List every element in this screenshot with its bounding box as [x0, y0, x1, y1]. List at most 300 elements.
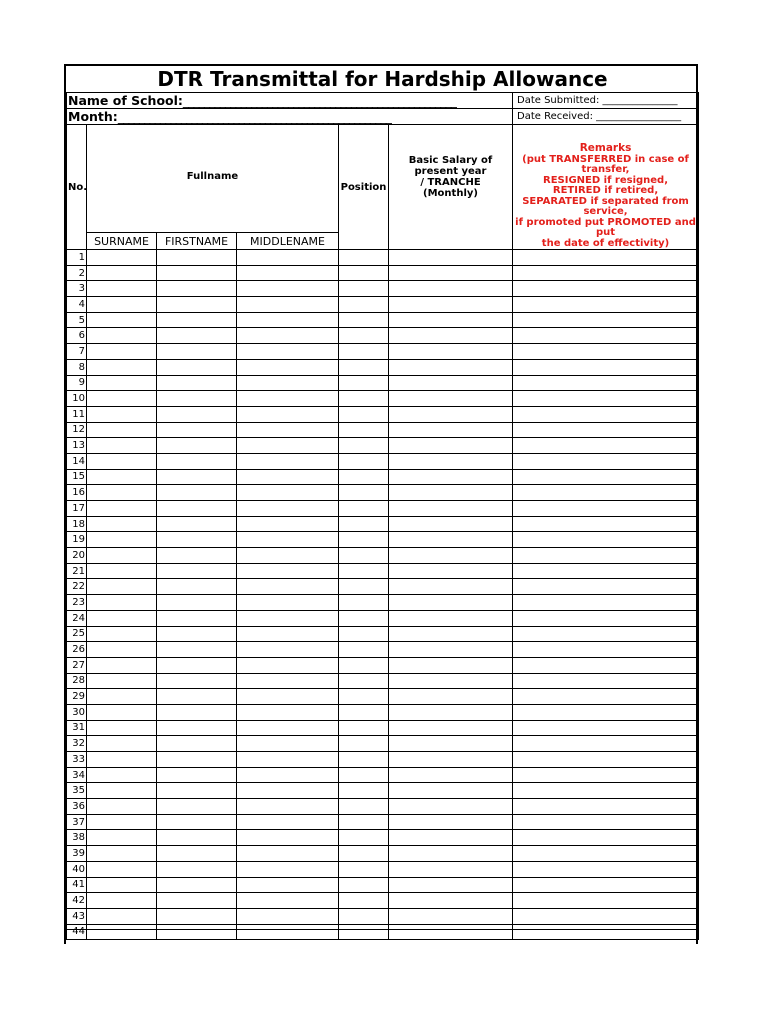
basic-salary-cell[interactable]	[389, 767, 513, 783]
remarks-cell[interactable]	[513, 877, 699, 893]
transmittal-table	[66, 66, 699, 940]
surname-cell[interactable]	[87, 752, 157, 768]
basic-salary-cell[interactable]	[389, 516, 513, 532]
remarks-cell[interactable]	[513, 485, 699, 501]
position-cell[interactable]	[339, 516, 389, 532]
firstname-cell[interactable]	[157, 814, 237, 830]
basic-salary-cell[interactable]	[389, 595, 513, 611]
middlename-cell[interactable]	[237, 297, 339, 313]
basic-salary-cell[interactable]	[389, 359, 513, 375]
basic-salary-cell[interactable]	[389, 579, 513, 595]
basic-salary-cell[interactable]	[389, 453, 513, 469]
surname-cell[interactable]	[87, 830, 157, 846]
firstname-cell[interactable]	[157, 469, 237, 485]
remarks-cell[interactable]	[513, 359, 699, 375]
basic-salary-cell[interactable]	[389, 328, 513, 344]
position-cell[interactable]	[339, 532, 389, 548]
firstname-cell[interactable]	[157, 344, 237, 360]
position-cell[interactable]	[339, 469, 389, 485]
middlename-cell[interactable]	[237, 610, 339, 626]
table-row	[67, 846, 699, 862]
remarks-cell[interactable]	[513, 469, 699, 485]
surname-cell[interactable]	[87, 312, 157, 328]
position-cell[interactable]	[339, 359, 389, 375]
basic-salary-cell[interactable]	[389, 846, 513, 862]
row-number: 43	[67, 908, 87, 924]
table-row	[67, 438, 699, 454]
position-cell[interactable]	[339, 610, 389, 626]
remarks-line: RESIGNED if resigned,	[543, 174, 669, 186]
surname-cell[interactable]	[87, 485, 157, 501]
surname-cell[interactable]	[87, 689, 157, 705]
remarks-cell[interactable]	[513, 626, 699, 642]
firstname-cell[interactable]	[157, 642, 237, 658]
middlename-cell[interactable]	[237, 720, 339, 736]
basic-salary-cell[interactable]	[389, 469, 513, 485]
middlename-cell[interactable]	[237, 453, 339, 469]
firstname-cell[interactable]	[157, 908, 237, 924]
basic-salary-cell[interactable]	[389, 736, 513, 752]
surname-cell[interactable]	[87, 814, 157, 830]
basic-salary-cell[interactable]	[389, 783, 513, 799]
row-number: 18	[67, 516, 87, 532]
remarks-cell[interactable]	[513, 736, 699, 752]
position-cell[interactable]	[339, 657, 389, 673]
surname-cell[interactable]	[87, 563, 157, 579]
remarks-cell[interactable]	[513, 783, 699, 799]
basic-salary-cell[interactable]	[389, 485, 513, 501]
surname-cell[interactable]	[87, 250, 157, 266]
middlename-cell[interactable]	[237, 704, 339, 720]
middlename-cell[interactable]	[237, 422, 339, 438]
remarks-cell[interactable]	[513, 704, 699, 720]
basic-salary-cell[interactable]	[389, 908, 513, 924]
middlename-cell[interactable]	[237, 406, 339, 422]
position-cell[interactable]	[339, 595, 389, 611]
surname-cell[interactable]	[87, 453, 157, 469]
middlename-cell[interactable]	[237, 501, 339, 517]
remarks-cell[interactable]	[513, 595, 699, 611]
surname-cell[interactable]	[87, 893, 157, 909]
position-cell[interactable]	[339, 297, 389, 313]
firstname-cell[interactable]	[157, 736, 237, 752]
position-cell[interactable]	[339, 265, 389, 281]
basic-salary-cell[interactable]	[389, 720, 513, 736]
position-cell[interactable]	[339, 501, 389, 517]
surname-cell[interactable]	[87, 344, 157, 360]
surname-cell[interactable]	[87, 406, 157, 422]
basic-salary-cell[interactable]	[389, 642, 513, 658]
position-cell[interactable]	[339, 783, 389, 799]
middlename-cell[interactable]	[237, 736, 339, 752]
position-cell[interactable]	[339, 391, 389, 407]
firstname-cell[interactable]	[157, 516, 237, 532]
row-number: 37	[67, 814, 87, 830]
position-cell[interactable]	[339, 877, 389, 893]
page-title: DTR Transmittal for Hardship Allowance	[67, 66, 699, 93]
surname-cell[interactable]	[87, 642, 157, 658]
position-cell[interactable]	[339, 453, 389, 469]
month-label: Month:	[68, 109, 118, 124]
middlename-cell[interactable]	[237, 861, 339, 877]
basic-salary-cell[interactable]	[389, 626, 513, 642]
firstname-cell[interactable]	[157, 312, 237, 328]
surname-cell[interactable]	[87, 328, 157, 344]
middlename-cell[interactable]	[237, 908, 339, 924]
surname-cell[interactable]	[87, 736, 157, 752]
remarks-cell[interactable]	[513, 501, 699, 517]
firstname-cell[interactable]	[157, 485, 237, 501]
middlename-cell[interactable]	[237, 799, 339, 815]
firstname-cell[interactable]	[157, 579, 237, 595]
position-cell[interactable]	[339, 767, 389, 783]
firstname-cell[interactable]	[157, 265, 237, 281]
firstname-cell[interactable]	[157, 375, 237, 391]
position-cell[interactable]	[339, 642, 389, 658]
surname-cell[interactable]	[87, 391, 157, 407]
remarks-cell[interactable]	[513, 579, 699, 595]
position-cell[interactable]	[339, 752, 389, 768]
position-cell[interactable]	[339, 799, 389, 815]
middlename-cell[interactable]	[237, 344, 339, 360]
table-row	[67, 453, 699, 469]
remarks-line: (put TRANSFERRED in case of transfer,	[522, 153, 689, 175]
middlename-cell[interactable]	[237, 877, 339, 893]
middlename-cell[interactable]	[237, 532, 339, 548]
remarks-cell[interactable]	[513, 297, 699, 313]
row-number: 38	[67, 830, 87, 846]
date-submitted-field[interactable]: Date Submitted: _______________	[513, 93, 699, 109]
basic-salary-cell[interactable]	[389, 657, 513, 673]
middlename-cell[interactable]	[237, 846, 339, 862]
surname-cell[interactable]	[87, 610, 157, 626]
middlename-cell[interactable]	[237, 830, 339, 846]
basic-salary-cell[interactable]	[389, 281, 513, 297]
firstname-cell[interactable]	[157, 548, 237, 564]
position-cell[interactable]	[339, 250, 389, 266]
basic-salary-cell[interactable]	[389, 422, 513, 438]
surname-cell[interactable]	[87, 595, 157, 611]
surname-cell[interactable]	[87, 846, 157, 862]
surname-cell[interactable]	[87, 359, 157, 375]
surname-cell[interactable]	[87, 767, 157, 783]
middlename-cell[interactable]	[237, 752, 339, 768]
remarks-cell[interactable]	[513, 846, 699, 862]
remarks-cell[interactable]	[513, 861, 699, 877]
remarks-cell[interactable]	[513, 908, 699, 924]
remarks-cell[interactable]	[513, 438, 699, 454]
row-number: 10	[67, 391, 87, 407]
table-row	[67, 626, 699, 642]
middlename-cell[interactable]	[237, 328, 339, 344]
firstname-cell[interactable]	[157, 720, 237, 736]
date-received-field[interactable]: Date Received: _________________	[513, 109, 699, 125]
remarks-cell[interactable]	[513, 689, 699, 705]
name-of-school-label: Name of School:	[68, 93, 183, 108]
basic-salary-line3: (Monthly)	[423, 188, 478, 199]
position-cell[interactable]	[339, 846, 389, 862]
remarks-cell[interactable]	[513, 548, 699, 564]
middlename-cell[interactable]	[237, 265, 339, 281]
firstname-cell[interactable]	[157, 752, 237, 768]
basic-salary-cell[interactable]	[389, 563, 513, 579]
position-cell[interactable]	[339, 689, 389, 705]
surname-cell[interactable]	[87, 422, 157, 438]
basic-salary-cell[interactable]	[389, 532, 513, 548]
firstname-cell[interactable]	[157, 297, 237, 313]
firstname-cell[interactable]	[157, 877, 237, 893]
position-cell[interactable]	[339, 422, 389, 438]
basic-salary-cell[interactable]	[389, 893, 513, 909]
surname-cell[interactable]	[87, 861, 157, 877]
firstname-cell[interactable]	[157, 563, 237, 579]
remarks-cell[interactable]	[513, 265, 699, 281]
firstname-cell[interactable]	[157, 595, 237, 611]
firstname-cell[interactable]	[157, 532, 237, 548]
firstname-cell[interactable]	[157, 250, 237, 266]
row-number: 20	[67, 548, 87, 564]
firstname-cell[interactable]	[157, 767, 237, 783]
basic-salary-cell[interactable]	[389, 265, 513, 281]
firstname-cell[interactable]	[157, 783, 237, 799]
basic-salary-cell[interactable]	[389, 610, 513, 626]
position-cell[interactable]	[339, 344, 389, 360]
basic-salary-cell[interactable]	[389, 861, 513, 877]
remarks-cell[interactable]	[513, 657, 699, 673]
surname-cell[interactable]	[87, 469, 157, 485]
remarks-cell[interactable]	[513, 610, 699, 626]
position-cell[interactable]	[339, 406, 389, 422]
position-cell[interactable]	[339, 736, 389, 752]
firstname-cell[interactable]	[157, 704, 237, 720]
position-cell[interactable]	[339, 281, 389, 297]
remarks-cell[interactable]	[513, 752, 699, 768]
remarks-cell[interactable]	[513, 720, 699, 736]
firstname-cell[interactable]	[157, 422, 237, 438]
firstname-cell[interactable]	[157, 438, 237, 454]
firstname-cell[interactable]	[157, 391, 237, 407]
surname-cell[interactable]	[87, 673, 157, 689]
remarks-cell[interactable]	[513, 532, 699, 548]
surname-cell[interactable]	[87, 265, 157, 281]
middlename-cell[interactable]	[237, 689, 339, 705]
surname-cell[interactable]	[87, 281, 157, 297]
firstname-cell[interactable]	[157, 673, 237, 689]
surname-cell[interactable]	[87, 438, 157, 454]
table-row	[67, 312, 699, 328]
middlename-cell[interactable]	[237, 579, 339, 595]
basic-salary-cell[interactable]	[389, 438, 513, 454]
row-number: 24	[67, 610, 87, 626]
table-row	[67, 548, 699, 564]
middlename-cell[interactable]	[237, 595, 339, 611]
firstname-cell[interactable]	[157, 846, 237, 862]
firstname-cell[interactable]	[157, 359, 237, 375]
remarks-cell[interactable]	[513, 375, 699, 391]
basic-salary-cell[interactable]	[389, 814, 513, 830]
table-row	[67, 595, 699, 611]
remarks-cell[interactable]	[513, 563, 699, 579]
remarks-cell[interactable]	[513, 281, 699, 297]
middlename-cell[interactable]	[237, 516, 339, 532]
remarks-cell[interactable]	[513, 250, 699, 266]
surname-cell[interactable]	[87, 297, 157, 313]
middlename-cell[interactable]	[237, 250, 339, 266]
middlename-cell[interactable]	[237, 281, 339, 297]
header-remarks	[513, 125, 699, 250]
header-position: Position	[339, 125, 389, 250]
remarks-cell[interactable]	[513, 516, 699, 532]
remarks-cell[interactable]	[513, 344, 699, 360]
basic-salary-cell[interactable]	[389, 344, 513, 360]
position-cell[interactable]	[339, 328, 389, 344]
table-row	[67, 328, 699, 344]
remarks-cell[interactable]	[513, 830, 699, 846]
table-row	[67, 908, 699, 924]
position-cell[interactable]	[339, 908, 389, 924]
basic-salary-cell[interactable]	[389, 250, 513, 266]
basic-salary-cell[interactable]	[389, 501, 513, 517]
firstname-cell[interactable]	[157, 893, 237, 909]
surname-cell[interactable]	[87, 783, 157, 799]
remarks-cell[interactable]	[513, 799, 699, 815]
remarks-cell[interactable]	[513, 642, 699, 658]
middlename-cell[interactable]	[237, 469, 339, 485]
remarks-cell[interactable]	[513, 767, 699, 783]
basic-salary-cell[interactable]	[389, 375, 513, 391]
surname-cell[interactable]	[87, 532, 157, 548]
basic-salary-cell[interactable]	[389, 297, 513, 313]
middlename-cell[interactable]	[237, 548, 339, 564]
middlename-cell[interactable]	[237, 438, 339, 454]
remarks-cell[interactable]	[513, 422, 699, 438]
remarks-cell[interactable]	[513, 673, 699, 689]
position-cell[interactable]	[339, 720, 389, 736]
position-cell[interactable]	[339, 893, 389, 909]
middlename-cell[interactable]	[237, 485, 339, 501]
surname-cell[interactable]	[87, 626, 157, 642]
remarks-cell[interactable]	[513, 453, 699, 469]
firstname-cell[interactable]	[157, 501, 237, 517]
surname-cell[interactable]	[87, 720, 157, 736]
remarks-cell[interactable]	[513, 893, 699, 909]
basic-salary-cell[interactable]	[389, 548, 513, 564]
position-cell[interactable]	[339, 814, 389, 830]
position-cell[interactable]	[339, 626, 389, 642]
remarks-cell[interactable]	[513, 328, 699, 344]
surname-cell[interactable]	[87, 501, 157, 517]
remarks-cell[interactable]	[513, 312, 699, 328]
basic-salary-cell[interactable]	[389, 830, 513, 846]
firstname-cell[interactable]	[157, 861, 237, 877]
surname-cell[interactable]	[87, 799, 157, 815]
middlename-cell[interactable]	[237, 767, 339, 783]
surname-cell[interactable]	[87, 516, 157, 532]
row-number: 44	[67, 924, 87, 940]
middlename-cell[interactable]	[237, 893, 339, 909]
row-number: 28	[67, 673, 87, 689]
table-row	[67, 720, 699, 736]
basic-salary-cell[interactable]	[389, 391, 513, 407]
middlename-cell[interactable]	[237, 359, 339, 375]
basic-salary-cell[interactable]	[389, 799, 513, 815]
firstname-cell[interactable]	[157, 799, 237, 815]
remarks-cell[interactable]	[513, 814, 699, 830]
basic-salary-cell[interactable]	[389, 704, 513, 720]
header-fullname: Fullname	[87, 125, 339, 233]
firstname-cell[interactable]	[157, 657, 237, 673]
basic-salary-cell[interactable]	[389, 877, 513, 893]
surname-cell[interactable]	[87, 908, 157, 924]
row-number: 5	[67, 312, 87, 328]
firstname-cell[interactable]	[157, 453, 237, 469]
firstname-cell[interactable]	[157, 610, 237, 626]
middlename-cell[interactable]	[237, 673, 339, 689]
surname-cell[interactable]	[87, 375, 157, 391]
table-row	[67, 563, 699, 579]
middlename-cell[interactable]	[237, 783, 339, 799]
position-cell[interactable]	[339, 579, 389, 595]
firstname-cell[interactable]	[157, 626, 237, 642]
middlename-cell[interactable]	[237, 626, 339, 642]
basic-salary-line2: / TRANCHE	[420, 177, 481, 188]
surname-cell[interactable]	[87, 579, 157, 595]
table-row	[67, 422, 699, 438]
basic-salary-cell[interactable]	[389, 673, 513, 689]
firstname-cell[interactable]	[157, 328, 237, 344]
middlename-cell[interactable]	[237, 814, 339, 830]
position-cell[interactable]	[339, 861, 389, 877]
surname-cell[interactable]	[87, 548, 157, 564]
middlename-cell[interactable]	[237, 312, 339, 328]
position-cell[interactable]	[339, 312, 389, 328]
position-cell[interactable]	[339, 830, 389, 846]
month-fill: ____________________________________________________	[117, 109, 391, 124]
middlename-cell[interactable]	[237, 563, 339, 579]
surname-cell[interactable]	[87, 657, 157, 673]
position-cell[interactable]	[339, 438, 389, 454]
remarks-cell[interactable]	[513, 391, 699, 407]
basic-salary-cell[interactable]	[389, 312, 513, 328]
middlename-cell[interactable]	[237, 657, 339, 673]
position-cell[interactable]	[339, 375, 389, 391]
basic-salary-cell[interactable]	[389, 752, 513, 768]
middlename-cell[interactable]	[237, 642, 339, 658]
name-of-school-field[interactable]	[67, 93, 456, 109]
surname-cell[interactable]	[87, 877, 157, 893]
position-cell[interactable]	[339, 673, 389, 689]
middlename-cell[interactable]	[237, 375, 339, 391]
remarks-cell[interactable]	[513, 406, 699, 422]
header-firstname: FIRSTNAME	[157, 233, 237, 250]
position-cell[interactable]	[339, 548, 389, 564]
surname-cell[interactable]	[87, 704, 157, 720]
firstname-cell[interactable]	[157, 689, 237, 705]
firstname-cell[interactable]	[157, 830, 237, 846]
header-middlename: MIDDLENAME	[237, 233, 339, 250]
basic-salary-cell[interactable]	[389, 406, 513, 422]
position-cell[interactable]	[339, 563, 389, 579]
firstname-cell[interactable]	[157, 281, 237, 297]
month-field[interactable]	[67, 109, 391, 125]
table-row	[67, 406, 699, 422]
basic-salary-cell[interactable]	[389, 689, 513, 705]
row-number: 7	[67, 344, 87, 360]
firstname-cell[interactable]	[157, 406, 237, 422]
position-cell[interactable]	[339, 485, 389, 501]
position-cell[interactable]	[339, 704, 389, 720]
middlename-cell[interactable]	[237, 391, 339, 407]
